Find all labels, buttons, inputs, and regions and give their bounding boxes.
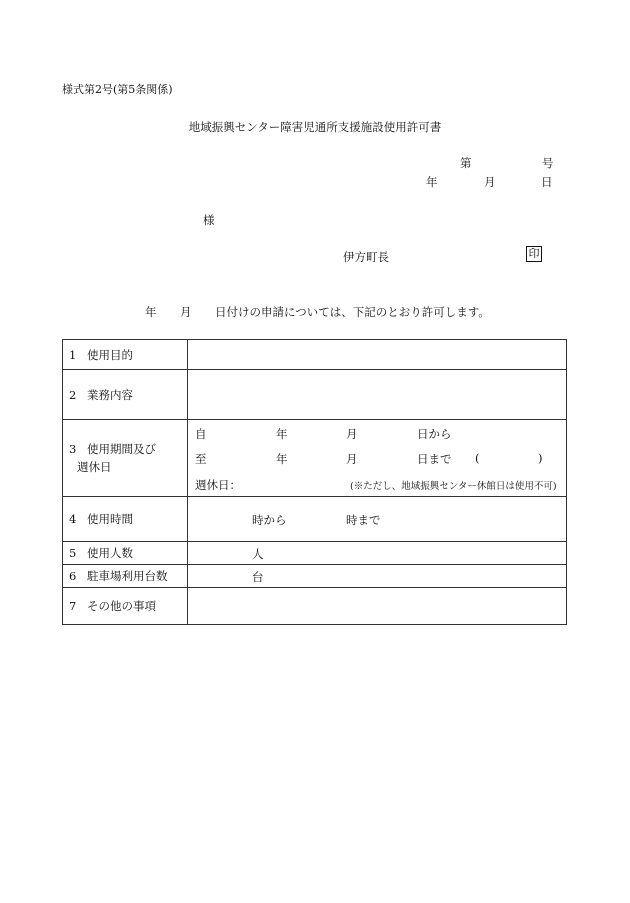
time-to: 時まで <box>346 513 381 527</box>
seal-mark: 印 <box>526 246 542 262</box>
period-from-marker: 自 <box>195 427 207 441</box>
purpose-field <box>188 340 567 370</box>
document-number-prefix: 第 <box>460 156 472 170</box>
application-month: 月 <box>180 305 192 319</box>
row-label-period <box>63 420 188 497</box>
row-label-purpose <box>63 340 188 370</box>
period-field <box>188 420 567 497</box>
form-label: 様式第2号(第5条関係) <box>62 83 173 96</box>
table-row <box>63 497 567 542</box>
row-number: 6 <box>69 569 77 583</box>
table-row <box>63 370 567 420</box>
row-label-time <box>63 497 188 542</box>
recipient-honorific: 様 <box>203 213 215 227</box>
row-number: 7 <box>69 599 77 613</box>
period-to-year: 年 <box>276 452 288 466</box>
weekday-paren-close: ) <box>538 451 543 465</box>
row-number: 5 <box>69 546 77 560</box>
parking-field <box>188 565 567 588</box>
holiday-note: (※ただし、地域振興センター休館日は使用不可) <box>350 481 557 492</box>
table-row <box>63 542 567 565</box>
period-to-day: 日まで <box>417 452 452 466</box>
period-from-month: 月 <box>346 427 358 441</box>
table-row <box>63 565 567 588</box>
body-statement: 日付けの申請については、下記のとおり許可します。 <box>215 305 490 319</box>
document-number-suffix: 号 <box>542 156 554 170</box>
row-label: 使用時間 <box>87 512 133 526</box>
row-number: 2 <box>69 387 77 402</box>
row-label-parking <box>63 565 188 588</box>
table-row <box>63 588 567 625</box>
period-from-year: 年 <box>276 427 288 441</box>
row-label-second-line: 週休日 <box>77 460 112 474</box>
document-title: 地域振興センター障害児通所支援施設使用許可書 <box>188 120 442 134</box>
period-from-day: 日から <box>417 427 452 441</box>
row-label: 使用期間及び <box>87 442 156 456</box>
row-number: 4 <box>69 512 77 526</box>
time-from: 時から <box>252 513 287 527</box>
row-label: 業務内容 <box>87 387 133 402</box>
row-label-people <box>63 542 188 565</box>
business-field <box>188 370 567 420</box>
weekday-paren-open: ( <box>475 451 480 465</box>
period-to-marker: 至 <box>195 452 207 466</box>
cars-unit: 台 <box>252 570 264 584</box>
people-unit: 人 <box>252 547 264 561</box>
weekly-holiday-label: 週休日： <box>195 478 241 492</box>
issue-date-day: 日 <box>541 175 553 189</box>
row-number: 1 <box>69 347 77 362</box>
application-year: 年 <box>145 305 157 319</box>
other-field <box>188 588 567 625</box>
row-number: 3 <box>69 442 77 456</box>
issuer-name: 伊方町長 <box>343 250 389 264</box>
people-field <box>188 542 567 565</box>
period-to-month: 月 <box>346 452 358 466</box>
table-row <box>63 420 567 497</box>
issue-date-year: 年 <box>426 175 438 189</box>
permit-details-table <box>62 339 567 625</box>
row-label: 使用目的 <box>87 347 133 362</box>
row-label-other <box>63 588 188 625</box>
row-label: 駐車場利用台数 <box>87 569 168 583</box>
row-label: その他の事項 <box>87 599 156 613</box>
time-field <box>188 497 567 542</box>
issue-date-month: 月 <box>484 175 496 189</box>
row-label-business <box>63 370 188 420</box>
table-row <box>63 340 567 370</box>
row-label: 使用人数 <box>87 546 133 560</box>
